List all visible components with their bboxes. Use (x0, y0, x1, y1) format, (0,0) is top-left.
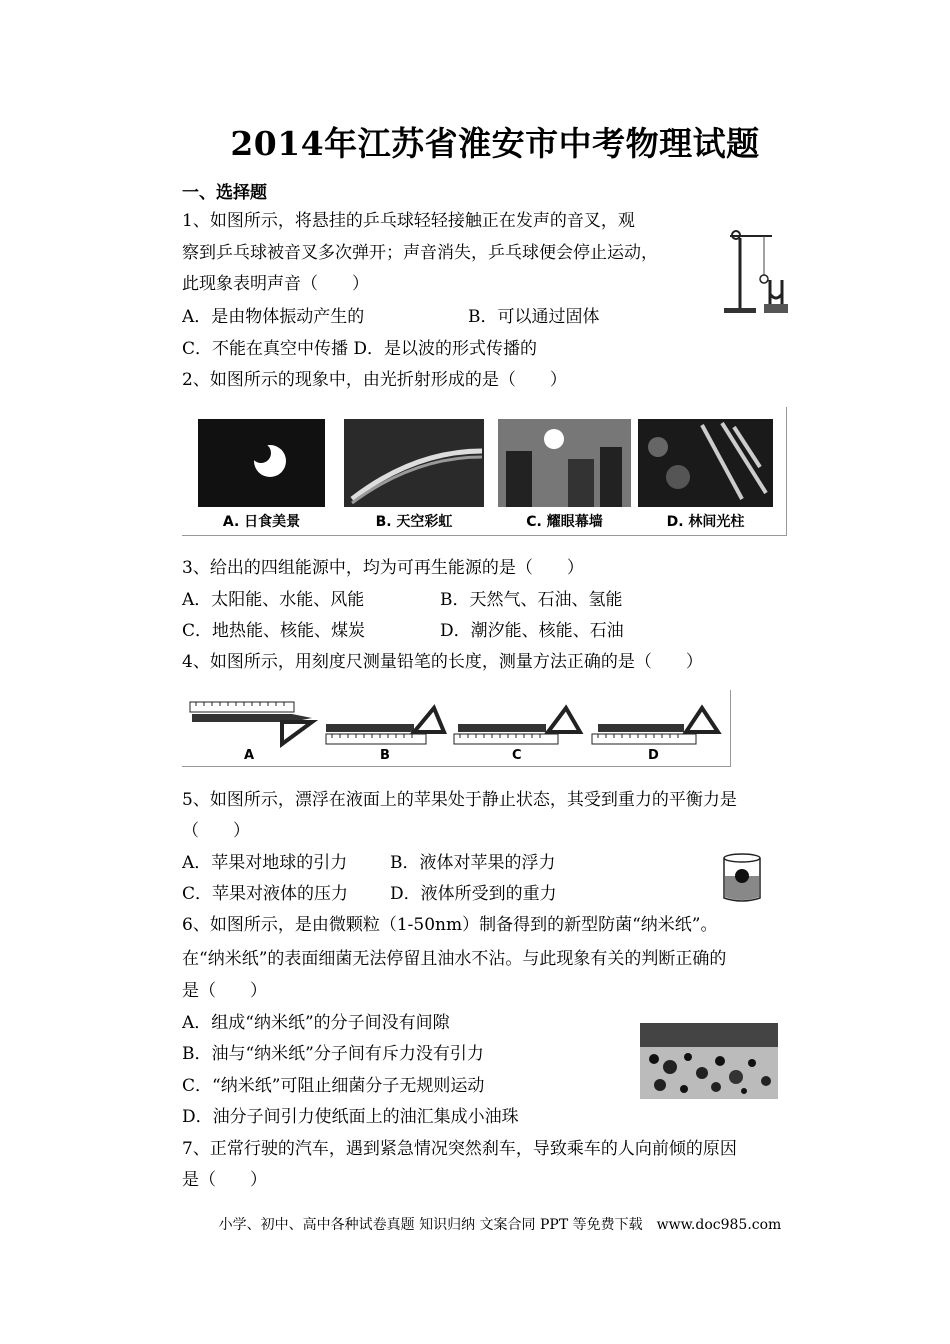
q2-caption-b: B. 天空彩虹 (375, 514, 453, 530)
q2-figure (182, 407, 787, 536)
q4-stem: 4、如图所示，用刻度尺测量铅笔的长度，测量方法正确的是（ ） (182, 652, 703, 672)
q5-option-c: C．苹果对液体的压力 (182, 884, 349, 904)
q7-stem-line-1: 7、正常行驶的汽车，遇到紧急情况突然刹车，导致乘车的人向前倾的原因 (182, 1139, 737, 1159)
q2-caption-c: C. 耀眼幕墙 (526, 514, 603, 530)
q4-label-b: B (380, 748, 390, 763)
q1-stem-line-2: 察到乒乓球被音叉多次弹开；声音消失，乒乓球便会停止运动， (182, 243, 658, 263)
q7-stem-line-2: 是（ ） (182, 1170, 267, 1190)
q2-caption-d: D. 林间光柱 (666, 514, 745, 530)
q1-option-cd: C．不能在真空中传播 D．是以波的形式传播的 (182, 339, 538, 359)
apple-beaker-figure (720, 852, 766, 904)
q3-option-b: B．天然气、石油、氢能 (440, 590, 623, 610)
q3-option-a: A．太阳能、水能、风能 (182, 590, 365, 610)
q4-figure (182, 690, 731, 767)
section-heading: 一、选择题 (182, 183, 267, 203)
page-title: 2014年江苏省淮安市中考物理试题 (230, 124, 760, 163)
tuning-fork-figure (720, 222, 792, 318)
q3-option-c: C．地热能、核能、煤炭 (182, 621, 366, 641)
q5-option-b: B．液体对苹果的浮力 (390, 853, 556, 873)
nano-paper-figure (640, 1023, 778, 1099)
q4-label-d: D (648, 748, 659, 763)
q3-stem: 3、给出的四组能源中，均为可再生能源的是（ ） (182, 558, 584, 578)
q5-stem-line-2: （ ） (182, 821, 250, 841)
q6-option-a: A．组成“纳米纸”的分子间没有间隙 (182, 1013, 450, 1033)
q2-caption-a: A. 日食美景 (222, 514, 301, 530)
q6-stem-line-1: 6、如图所示，是由微颗粒（1-50nm）制备得到的新型防菌“纳米纸”。 (182, 915, 718, 935)
q1-option-b: B．可以通过固体 (468, 307, 600, 327)
q1-stem-line-3: 此现象表明声音（ ） (182, 274, 369, 294)
q6-option-b: B．油与“纳米纸”分子间有斥力没有引力 (182, 1044, 484, 1064)
q6-stem-line-3: 是（ ） (182, 981, 267, 1001)
page-footer: 小学、初中、高中各种试卷真题 知识归纳 文案合同 PPT 等免费下载 www.doc985.com (218, 1217, 782, 1233)
q6-option-c: C．“纳米纸”可阻止细菌分子无规则运动 (182, 1076, 485, 1096)
q6-option-d: D．油分子间引力使纸面上的油汇集成小油珠 (182, 1107, 519, 1127)
q6-stem-line-2: 在“纳米纸”的表面细菌无法停留且油水不沾。与此现象有关的判断正确的 (182, 949, 727, 969)
q1-option-a: A．是由物体振动产生的 (182, 307, 365, 327)
q5-option-a: A．苹果对地球的引力 (182, 853, 348, 873)
q4-label-c: C (512, 748, 522, 763)
q1-stem-line-1: 1、如图所示，将悬挂的乒乓球轻轻接触正在发声的音叉，观 (182, 211, 635, 231)
q4-label-a: A (244, 748, 255, 763)
q2-stem: 2、如图所示的现象中，由光折射形成的是（ ） (182, 370, 567, 390)
q5-stem-line-1: 5、如图所示，漂浮在液面上的苹果处于静止状态，其受到重力的平衡力是 (182, 790, 737, 810)
q5-option-d: D．液体所受到的重力 (390, 884, 557, 904)
q3-option-d: D．潮汐能、核能、石油 (440, 621, 624, 641)
